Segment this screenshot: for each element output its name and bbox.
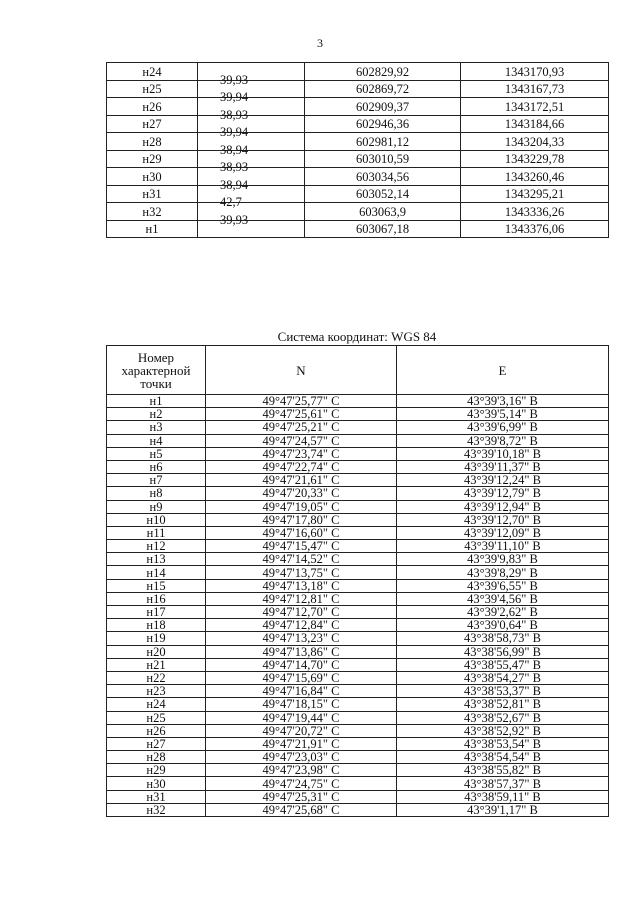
n-cell: 49°47'13,23" С <box>206 632 397 645</box>
msk-coordinates-table <box>106 62 609 238</box>
distance-value: 38,93 <box>220 107 249 122</box>
distance-value: 39,93 <box>220 72 249 87</box>
table-row <box>107 592 609 605</box>
point-cell: н19 <box>107 632 206 645</box>
point-cell: н31 <box>107 790 206 803</box>
point-cell: н23 <box>107 685 206 698</box>
table-row <box>107 606 609 619</box>
point-cell: н10 <box>107 513 206 526</box>
e-cell: 43°38'54,27" В <box>397 671 609 684</box>
point-cell: н2 <box>107 408 206 421</box>
point-cell: н18 <box>107 619 206 632</box>
n-cell: 49°47'19,05" С <box>206 500 397 513</box>
e-cell: 43°39'1,17" В <box>397 803 609 816</box>
table-row <box>107 115 609 133</box>
n-cell: 49°47'12,70" С <box>206 606 397 619</box>
distance-value: 39,94 <box>220 90 249 104</box>
e-cell: 43°39'10,18" В <box>397 447 609 460</box>
table-row <box>107 185 609 203</box>
n-cell: 49°47'16,60" С <box>206 526 397 539</box>
point-cell: н27 <box>107 737 206 750</box>
e-cell: 43°38'52,67" В <box>397 711 609 724</box>
e-cell: 43°39'0,64" В <box>397 619 609 632</box>
x-cell: 602829,92 <box>305 63 461 81</box>
point-cell: н27 <box>107 115 198 133</box>
point-cell: н15 <box>107 579 206 592</box>
point-cell: н9 <box>107 500 206 513</box>
point-cell: н21 <box>107 658 206 671</box>
e-cell: 43°39'12,24" В <box>397 474 609 487</box>
e-cell: 43°38'57,37" В <box>397 777 609 790</box>
point-cell: н25 <box>107 80 198 98</box>
n-cell: 49°47'18,15" С <box>206 698 397 711</box>
table-row <box>107 777 609 790</box>
table-row <box>107 474 609 487</box>
table-row <box>107 395 609 408</box>
point-cell: н13 <box>107 553 206 566</box>
table-row <box>107 447 609 460</box>
table-row <box>107 724 609 737</box>
point-cell: н28 <box>107 133 198 151</box>
e-cell: 43°38'53,54" В <box>397 737 609 750</box>
n-cell: 49°47'14,70" С <box>206 658 397 671</box>
table-row <box>107 632 609 645</box>
e-cell: 43°38'58,73" В <box>397 632 609 645</box>
table-row <box>107 513 609 526</box>
table-row <box>107 685 609 698</box>
n-cell: 49°47'25,77" С <box>206 395 397 408</box>
table-row <box>107 203 609 221</box>
e-cell: 43°39'5,14" В <box>397 408 609 421</box>
table-row <box>107 460 609 473</box>
point-cell: н5 <box>107 447 206 460</box>
e-cell: 43°39'12,94" В <box>397 500 609 513</box>
table-row <box>107 540 609 553</box>
table-row <box>107 645 609 658</box>
n-cell: 49°47'21,91" С <box>206 737 397 750</box>
point-cell: н11 <box>107 526 206 539</box>
point-cell: н25 <box>107 711 206 724</box>
distance-value: 42,7 <box>220 195 242 209</box>
n-cell: 49°47'13,75" С <box>206 566 397 579</box>
e-cell: 43°39'9,83" В <box>397 553 609 566</box>
distance-value: 38,94 <box>220 177 249 192</box>
distance-value: 39,93 <box>220 212 249 227</box>
wgs84-coordinates-body <box>107 395 609 817</box>
table-row <box>107 63 609 81</box>
msk-coordinates-body <box>107 63 609 238</box>
n-cell: 49°47'23,74" С <box>206 447 397 460</box>
e-cell: 43°38'56,99" В <box>397 645 609 658</box>
e-cell: 43°39'12,70" В <box>397 513 609 526</box>
e-cell: 43°39'12,09" В <box>397 526 609 539</box>
header-point-number: Номер характерной точки <box>107 346 206 395</box>
point-cell: н1 <box>107 395 206 408</box>
header-e: E <box>397 346 609 395</box>
n-cell: 49°47'25,68" С <box>206 803 397 816</box>
distance-value: 39,94 <box>220 125 249 139</box>
y-cell: 1343184,66 <box>461 115 609 133</box>
n-cell: 49°47'25,61" С <box>206 408 397 421</box>
table-row <box>107 168 609 186</box>
table-row <box>107 150 609 168</box>
point-cell: н32 <box>107 803 206 816</box>
y-cell: 1343170,93 <box>461 63 609 81</box>
n-cell: 49°47'20,33" С <box>206 487 397 500</box>
n-cell: 49°47'19,44" С <box>206 711 397 724</box>
x-cell: 603063,9 <box>305 203 461 221</box>
y-cell: 1343295,21 <box>461 185 609 203</box>
n-cell: 49°47'24,75" С <box>206 777 397 790</box>
point-cell: н4 <box>107 434 206 447</box>
point-cell: н26 <box>107 724 206 737</box>
coordinate-system-caption: Система координат: WGS 84 <box>277 329 437 344</box>
point-cell: н22 <box>107 671 206 684</box>
e-cell: 43°38'59,11" В <box>397 790 609 803</box>
e-cell: 43°39'3,16" В <box>397 395 609 408</box>
table-row <box>107 133 609 151</box>
header-n: N <box>206 346 397 395</box>
table-row <box>107 408 609 421</box>
n-cell: 49°47'14,52" С <box>206 553 397 566</box>
table-row <box>107 737 609 750</box>
n-cell: 49°47'16,84" С <box>206 685 397 698</box>
e-cell: 43°39'8,29" В <box>397 566 609 579</box>
e-cell: 43°39'2,62" В <box>397 606 609 619</box>
point-cell: н20 <box>107 645 206 658</box>
e-cell: 43°39'11,10" В <box>397 540 609 553</box>
distance-value <box>198 230 220 244</box>
distance-cell <box>198 63 305 87</box>
table-row <box>107 764 609 777</box>
n-cell: 49°47'25,31" С <box>206 790 397 803</box>
x-cell: 602909,37 <box>305 98 461 116</box>
point-cell: н29 <box>107 150 198 168</box>
table-row <box>107 220 609 238</box>
e-cell: 43°39'6,99" В <box>397 421 609 434</box>
point-cell: н24 <box>107 698 206 711</box>
e-cell: 43°38'53,37" В <box>397 685 609 698</box>
table-row <box>107 671 609 684</box>
table-row <box>107 98 609 116</box>
e-cell: 43°39'8,72" В <box>397 434 609 447</box>
table-row <box>107 658 609 671</box>
table-row <box>107 421 609 434</box>
n-cell: 49°47'22,74" С <box>206 460 397 473</box>
x-cell: 603010,59 <box>305 150 461 168</box>
e-cell: 43°39'6,55" В <box>397 579 609 592</box>
point-cell: н14 <box>107 566 206 579</box>
point-cell: н3 <box>107 421 206 434</box>
point-cell: н12 <box>107 540 206 553</box>
n-cell: 49°47'17,80" С <box>206 513 397 526</box>
e-cell: 43°38'55,47" В <box>397 658 609 671</box>
y-cell: 1343336,26 <box>461 203 609 221</box>
x-cell: 603034,56 <box>305 168 461 186</box>
n-cell: 49°47'23,03" С <box>206 751 397 764</box>
point-cell: н8 <box>107 487 206 500</box>
y-cell: 1343260,46 <box>461 168 609 186</box>
table-row <box>107 790 609 803</box>
x-cell: 602946,36 <box>305 115 461 133</box>
page-number: 3 <box>317 36 323 50</box>
wgs84-coordinates-table <box>106 345 609 817</box>
point-cell: н31 <box>107 185 198 203</box>
n-cell: 49°47'12,84" С <box>206 619 397 632</box>
point-cell: н30 <box>107 168 198 186</box>
table-row <box>107 566 609 579</box>
table-row <box>107 434 609 447</box>
n-cell: 49°47'13,86" С <box>206 645 397 658</box>
e-cell: 43°38'52,81" В <box>397 698 609 711</box>
n-cell: 49°47'20,72" С <box>206 724 397 737</box>
table-row <box>107 579 609 592</box>
point-cell: н7 <box>107 474 206 487</box>
n-cell: 49°47'12,81" С <box>206 592 397 605</box>
point-cell: н28 <box>107 751 206 764</box>
table-row <box>107 487 609 500</box>
n-cell: 49°47'15,47" С <box>206 540 397 553</box>
e-cell: 43°39'11,37" В <box>397 460 609 473</box>
y-cell: 1343376,06 <box>461 220 609 238</box>
point-cell: н6 <box>107 460 206 473</box>
point-cell: н30 <box>107 777 206 790</box>
e-cell: 43°39'4,56" В <box>397 592 609 605</box>
n-cell: 49°47'24,57" С <box>206 434 397 447</box>
point-cell: н1 <box>107 220 198 238</box>
table-row <box>107 698 609 711</box>
point-cell: н26 <box>107 98 198 116</box>
e-cell: 43°38'52,92" В <box>397 724 609 737</box>
n-cell: 49°47'21,61" С <box>206 474 397 487</box>
point-cell: н29 <box>107 764 206 777</box>
x-cell: 603067,18 <box>305 220 461 238</box>
distance-value: 38,94 <box>220 142 249 157</box>
table-header-row <box>107 346 609 395</box>
distance-value: 38,93 <box>220 160 249 174</box>
n-cell: 49°47'25,21" С <box>206 421 397 434</box>
e-cell: 43°38'55,82" В <box>397 764 609 777</box>
x-cell: 603052,14 <box>305 185 461 203</box>
x-cell: 602869,72 <box>305 80 461 98</box>
table-row <box>107 526 609 539</box>
table-row <box>107 553 609 566</box>
table-row <box>107 500 609 513</box>
point-cell: н17 <box>107 606 206 619</box>
table-row <box>107 751 609 764</box>
e-cell: 43°38'54,54" В <box>397 751 609 764</box>
y-cell: 1343167,73 <box>461 80 609 98</box>
table-row <box>107 803 609 816</box>
point-cell: н16 <box>107 592 206 605</box>
y-cell: 1343229,78 <box>461 150 609 168</box>
x-cell: 602981,12 <box>305 133 461 151</box>
n-cell: 49°47'13,18" С <box>206 579 397 592</box>
y-cell: 1343204,33 <box>461 133 609 151</box>
n-cell: 49°47'15,69" С <box>206 671 397 684</box>
point-cell: н32 <box>107 203 198 221</box>
y-cell: 1343172,51 <box>461 98 609 116</box>
table-row <box>107 80 609 98</box>
e-cell: 43°39'12,79" В <box>397 487 609 500</box>
n-cell: 49°47'23,98" С <box>206 764 397 777</box>
point-cell: н24 <box>107 63 198 81</box>
table-row <box>107 711 609 724</box>
table-row <box>107 619 609 632</box>
